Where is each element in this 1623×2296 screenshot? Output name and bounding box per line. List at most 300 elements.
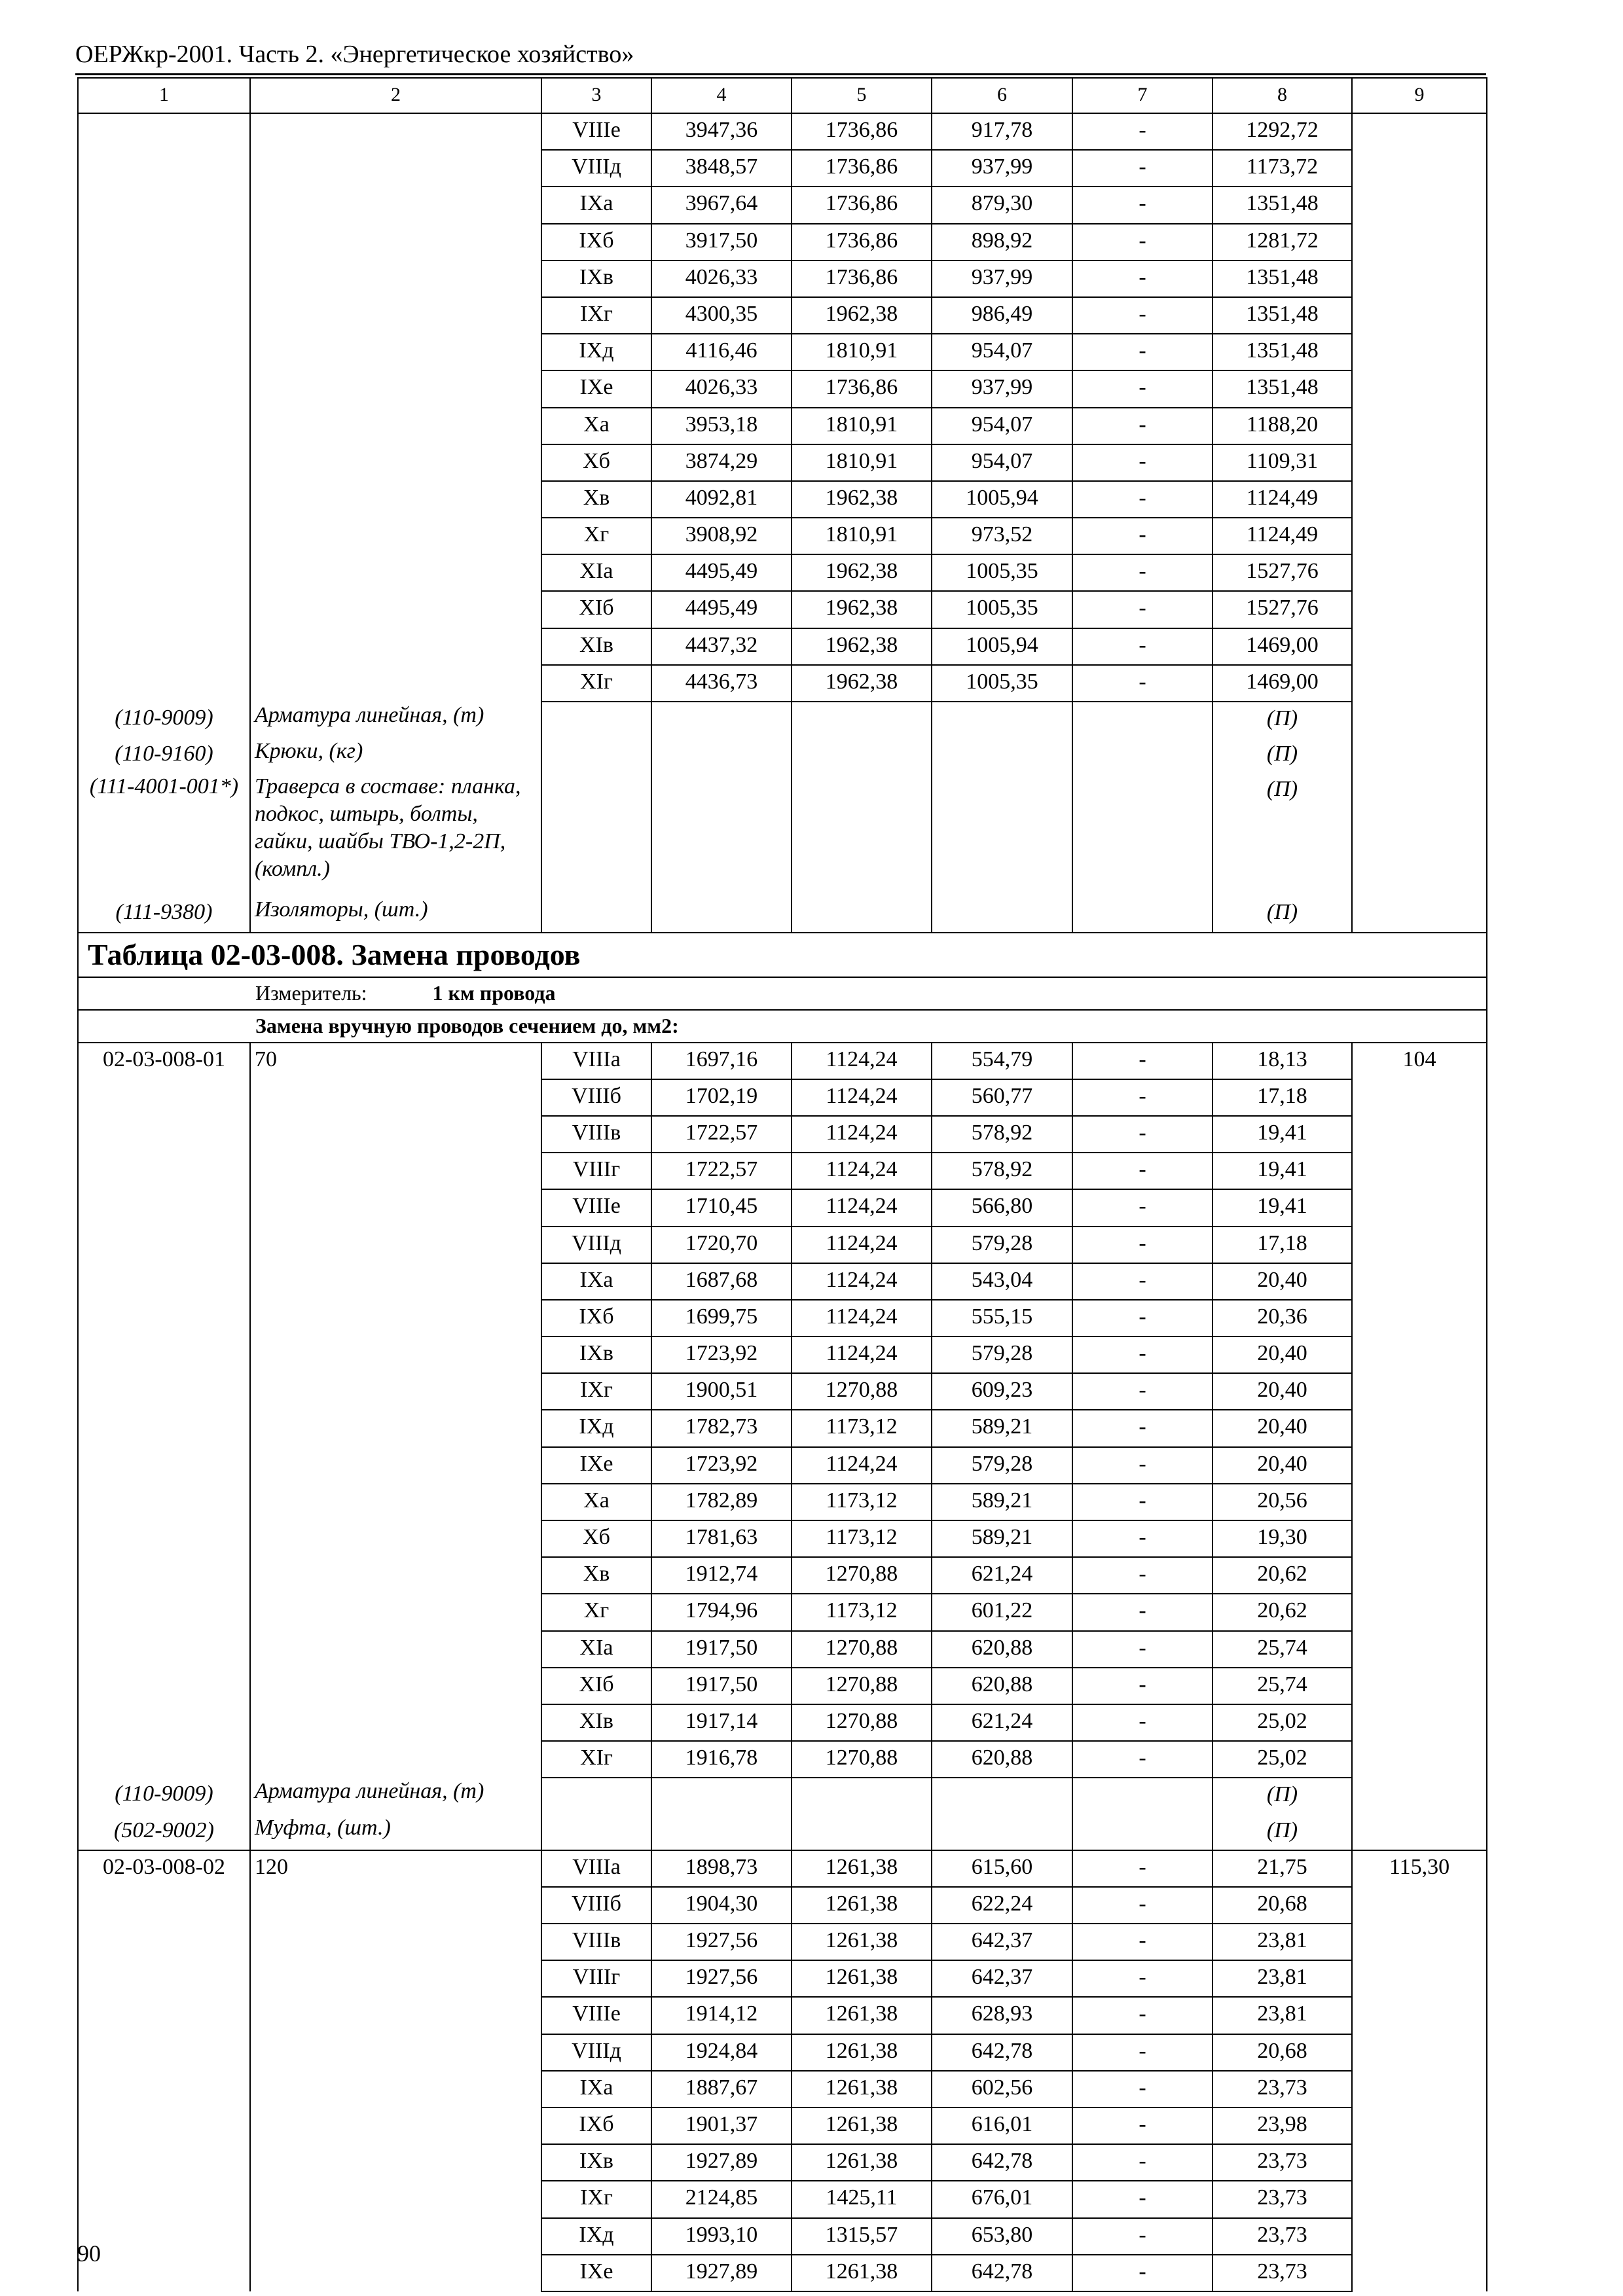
value-cell: 1782,89 <box>651 1484 792 1520</box>
value-cell: 1124,49 <box>1213 481 1352 518</box>
value-cell: 1292,72 <box>1213 113 1352 150</box>
value-cell: - <box>1072 334 1213 370</box>
column-number: 9 <box>1352 78 1487 113</box>
value-cell: 4436,73 <box>651 665 792 702</box>
value-cell: 642,37 <box>932 1960 1072 1997</box>
value-cell: 1261,38 <box>792 1960 932 1997</box>
empty-cell <box>78 1631 250 1668</box>
zone-cell: VIIIг <box>541 1960 651 1997</box>
table-row <box>78 1373 1487 1410</box>
value-cell: 23,73 <box>1213 2218 1352 2255</box>
resource-name: Изоляторы, (шт.) <box>250 896 541 932</box>
empty-cell <box>1352 297 1487 334</box>
empty-cell <box>651 773 792 896</box>
value-cell: 20,40 <box>1213 1447 1352 1484</box>
value-cell: 1351,48 <box>1213 297 1352 334</box>
value-cell: 19,41 <box>1213 1116 1352 1153</box>
value-cell: 1469,00 <box>1213 665 1352 702</box>
empty-cell <box>78 1336 250 1373</box>
value-cell: 4300,35 <box>651 297 792 334</box>
empty-cell <box>78 1189 250 1226</box>
zone-cell: XIв <box>541 1704 651 1741</box>
value-cell: 1912,74 <box>651 1557 792 1594</box>
empty-cell <box>78 1484 250 1520</box>
empty-cell <box>78 224 250 260</box>
table-title-row <box>78 933 1487 977</box>
table-row <box>78 1043 1487 1079</box>
empty-cell <box>250 2218 541 2255</box>
column-number: 1 <box>78 78 250 113</box>
value-cell: - <box>1072 2034 1213 2071</box>
empty-cell <box>651 896 792 932</box>
table-row <box>78 1557 1487 1594</box>
zone-cell: XIа <box>541 1631 651 1668</box>
value-cell: 4495,49 <box>651 554 792 591</box>
value-cell: 1722,57 <box>651 1116 792 1153</box>
empty-cell <box>932 738 1072 773</box>
value-cell: - <box>1072 2108 1213 2144</box>
value-cell: 1351,48 <box>1213 334 1352 370</box>
empty-cell <box>78 1300 250 1336</box>
empty-cell <box>1352 224 1487 260</box>
empty-cell <box>1352 2181 1487 2217</box>
value-cell: 589,21 <box>932 1484 1072 1520</box>
resource-name: Арматура линейная, (т) <box>250 1778 541 1814</box>
value-cell: 1173,12 <box>792 1410 932 1446</box>
empty-cell <box>250 1079 541 1116</box>
empty-cell <box>1352 1484 1487 1520</box>
empty-cell <box>78 1668 250 1704</box>
value-cell: 620,88 <box>932 1741 1072 1778</box>
value-cell: 954,07 <box>932 334 1072 370</box>
value-cell: 1993,10 <box>651 2218 792 2255</box>
value-cell: 1124,24 <box>792 1300 932 1336</box>
value-cell: 23,73 <box>1213 2071 1352 2108</box>
value-cell: 1722,57 <box>651 1153 792 1189</box>
resource-row <box>78 1778 1487 1814</box>
empty-cell <box>541 773 651 896</box>
value-cell: 1898,73 <box>651 1850 792 1887</box>
value-cell: 4116,46 <box>651 334 792 370</box>
empty-cell <box>250 665 541 702</box>
value-cell: 676,01 <box>932 2181 1072 2217</box>
empty-cell <box>78 1741 250 1778</box>
empty-cell <box>1352 1594 1487 1630</box>
empty-cell <box>78 1079 250 1116</box>
value-cell: 566,80 <box>932 1189 1072 1226</box>
value-cell: 609,23 <box>932 1373 1072 1410</box>
empty-cell <box>78 1924 250 1960</box>
value-cell: 937,99 <box>932 150 1072 187</box>
empty-cell <box>250 1410 541 1446</box>
value-cell: 616,01 <box>932 2108 1072 2144</box>
empty-cell <box>1352 2108 1487 2144</box>
empty-cell <box>250 370 541 407</box>
empty-cell <box>1352 1410 1487 1446</box>
empty-cell <box>1072 702 1213 738</box>
value-cell: - <box>1072 1043 1213 1079</box>
empty-cell <box>250 591 541 628</box>
empty-cell <box>541 1814 651 1850</box>
resource-row <box>78 738 1487 773</box>
empty-cell <box>78 150 250 187</box>
empty-cell <box>250 1447 541 1484</box>
value-cell: - <box>1072 2071 1213 2108</box>
value-cell: 17,18 <box>1213 1227 1352 1263</box>
table-row <box>78 370 1487 407</box>
value-cell: 1927,89 <box>651 2144 792 2181</box>
empty-cell <box>78 1520 250 1557</box>
table-row <box>78 1960 1487 1997</box>
zone-cell: IXв <box>541 2144 651 2181</box>
value-cell: 1261,38 <box>792 1887 932 1924</box>
empty-cell <box>78 1153 250 1189</box>
empty-cell <box>250 1373 541 1410</box>
value-cell: 1736,86 <box>792 113 932 150</box>
empty-cell <box>1072 1778 1213 1814</box>
zone-cell: IXг <box>541 2181 651 2217</box>
value-cell: - <box>1072 1557 1213 1594</box>
zone-cell: VIIIа <box>541 1850 651 1887</box>
zone-cell: XIб <box>541 591 651 628</box>
empty-cell <box>250 2144 541 2181</box>
zone-cell: VIIIб <box>541 1887 651 1924</box>
empty-cell <box>1352 591 1487 628</box>
value-cell: 3967,64 <box>651 187 792 223</box>
value-cell: 1723,92 <box>651 1447 792 1484</box>
empty-cell <box>78 2181 250 2217</box>
resource-name: Арматура линейная, (т) <box>250 702 541 738</box>
value-cell: 20,62 <box>1213 1594 1352 1630</box>
empty-cell <box>1352 2144 1487 2181</box>
value-cell: - <box>1072 1189 1213 1226</box>
value-cell: - <box>1072 591 1213 628</box>
resource-row <box>78 702 1487 738</box>
rate-name: 70 <box>250 1043 541 1079</box>
empty-cell <box>250 1153 541 1189</box>
zone-cell: IXа <box>541 2071 651 2108</box>
table-row <box>78 1741 1487 1778</box>
zone-cell: Xа <box>541 408 651 444</box>
value-cell: 1720,70 <box>651 1227 792 1263</box>
zone-cell: VIIIв <box>541 1924 651 1960</box>
value-cell: 20,40 <box>1213 1263 1352 1300</box>
empty-cell <box>932 896 1072 932</box>
table-row <box>78 1850 1487 1887</box>
value-cell: 1469,00 <box>1213 628 1352 665</box>
value-cell: 25,74 <box>1213 1668 1352 1704</box>
subheading: Замена вручную проводов сечением до, мм2: <box>78 1010 1487 1043</box>
value-cell: 1794,96 <box>651 1594 792 1630</box>
value-cell: - <box>1072 1960 1213 1997</box>
empty-cell <box>78 554 250 591</box>
value-cell: 1810,91 <box>792 408 932 444</box>
empty-cell <box>1352 554 1487 591</box>
value-cell: 19,41 <box>1213 1153 1352 1189</box>
value-cell: 3874,29 <box>651 444 792 481</box>
empty-cell <box>932 1778 1072 1814</box>
empty-cell <box>1352 2034 1487 2071</box>
empty-cell <box>1072 738 1213 773</box>
empty-cell <box>78 187 250 223</box>
empty-cell <box>1352 1300 1487 1336</box>
value-cell: 1917,50 <box>651 1631 792 1668</box>
zone-cell: VIIIе <box>541 1997 651 2034</box>
zone-cell: XIб <box>541 1668 651 1704</box>
resource-row <box>78 1814 1487 1850</box>
empty-cell <box>1352 1741 1487 1778</box>
value-cell: 1916,78 <box>651 1741 792 1778</box>
table-row <box>78 1300 1487 1336</box>
value-cell: - <box>1072 1373 1213 1410</box>
value-cell: 1124,24 <box>792 1079 932 1116</box>
empty-cell <box>1352 187 1487 223</box>
empty-cell <box>1352 1520 1487 1557</box>
value-cell: - <box>1072 665 1213 702</box>
value-cell: 973,52 <box>932 518 1072 554</box>
table-title: Таблица 02-03-008. Замена проводов <box>78 933 1487 977</box>
empty-cell <box>541 1778 651 1814</box>
col9-value: 115,30 <box>1352 1850 1487 1887</box>
value-cell: 1962,38 <box>792 297 932 334</box>
meter-row <box>78 977 1487 1010</box>
empty-cell <box>1352 628 1487 665</box>
empty-cell <box>1352 738 1487 773</box>
value-cell: 23,81 <box>1213 1960 1352 1997</box>
empty-cell <box>78 408 250 444</box>
value-cell: 1173,72 <box>1213 150 1352 187</box>
value-cell: 23,98 <box>1213 2108 1352 2144</box>
zone-cell: VIIIе <box>541 1189 651 1226</box>
value-cell: 1810,91 <box>792 444 932 481</box>
empty-cell <box>78 1557 250 1594</box>
value-cell: 25,02 <box>1213 1704 1352 1741</box>
col9-value: 104 <box>1352 1043 1487 1079</box>
table-row <box>78 2181 1487 2217</box>
value-cell: 620,88 <box>932 1668 1072 1704</box>
empty-cell <box>250 2181 541 2217</box>
table-row <box>78 1668 1487 1704</box>
empty-cell <box>250 297 541 334</box>
empty-cell <box>250 2255 541 2291</box>
value-cell: 1527,76 <box>1213 554 1352 591</box>
value-cell: - <box>1072 1631 1213 1668</box>
value-cell: - <box>1072 224 1213 260</box>
value-cell: 1710,45 <box>651 1189 792 1226</box>
zone-cell: VIIIв <box>541 1116 651 1153</box>
value-cell: 20,62 <box>1213 1557 1352 1594</box>
column-number: 3 <box>541 78 651 113</box>
value-cell: 4437,32 <box>651 628 792 665</box>
resource-name: Траверса в составе: планка, подкос, штырь, болты, гайки, шайбы ТВО-1,2-2П, (компл.) <box>250 773 541 896</box>
table-row <box>78 113 1487 150</box>
table-row <box>78 1189 1487 1226</box>
value-cell: 23,81 <box>1213 1997 1352 2034</box>
empty-cell <box>651 1814 792 1850</box>
table-row <box>78 518 1487 554</box>
empty-cell <box>250 554 541 591</box>
zone-cell: IXд <box>541 1410 651 1446</box>
value-cell: 1425,11 <box>792 2181 932 2217</box>
empty-cell <box>792 1814 932 1850</box>
value-cell: 20,40 <box>1213 1336 1352 1373</box>
zone-cell: XIг <box>541 1741 651 1778</box>
zone-cell: IXд <box>541 2218 651 2255</box>
empty-cell <box>78 1373 250 1410</box>
empty-cell <box>250 113 541 150</box>
value-cell: 1124,24 <box>792 1263 932 1300</box>
subheading-row <box>78 1010 1487 1043</box>
empty-cell <box>78 2255 250 2291</box>
empty-cell <box>250 1116 541 1153</box>
value-cell: - <box>1072 444 1213 481</box>
zone-cell: IXд <box>541 334 651 370</box>
value-cell: 653,80 <box>932 2218 1072 2255</box>
table-row <box>78 554 1487 591</box>
value-cell: 579,28 <box>932 1447 1072 1484</box>
empty-cell <box>250 1704 541 1741</box>
value-cell: - <box>1072 2181 1213 2217</box>
empty-cell <box>250 1594 541 1630</box>
value-cell: 18,13 <box>1213 1043 1352 1079</box>
value-cell: 1962,38 <box>792 665 932 702</box>
table-row <box>78 1704 1487 1741</box>
value-cell: 1261,38 <box>792 2255 932 2291</box>
value-cell: 1270,88 <box>792 1704 932 1741</box>
table-row <box>78 481 1487 518</box>
empty-cell <box>1352 1704 1487 1741</box>
value-cell: 1736,86 <box>792 224 932 260</box>
empty-cell <box>1352 1189 1487 1226</box>
value-cell: 1261,38 <box>792 1997 932 2034</box>
empty-cell <box>1352 334 1487 370</box>
value-cell: - <box>1072 1741 1213 1778</box>
resource-row <box>78 773 1487 896</box>
resource-row <box>78 896 1487 932</box>
value-cell: 1723,92 <box>651 1336 792 1373</box>
table-row <box>78 2255 1487 2291</box>
value-cell: 602,56 <box>932 2071 1072 2108</box>
value-cell: 1173,12 <box>792 1520 932 1557</box>
value-cell: - <box>1072 1263 1213 1300</box>
value-cell: 1887,67 <box>651 2071 792 2108</box>
empty-cell <box>78 1704 250 1741</box>
table-row <box>78 1227 1487 1263</box>
empty-cell <box>78 260 250 297</box>
empty-cell <box>541 702 651 738</box>
column-number: 2 <box>250 78 541 113</box>
zone-cell: IXб <box>541 2108 651 2144</box>
empty-cell <box>1352 2218 1487 2255</box>
empty-cell <box>1352 665 1487 702</box>
value-cell: 1281,72 <box>1213 224 1352 260</box>
empty-cell <box>1352 481 1487 518</box>
empty-cell <box>78 2218 250 2255</box>
value-cell: - <box>1072 1153 1213 1189</box>
empty-cell <box>250 518 541 554</box>
table-row <box>78 591 1487 628</box>
zone-cell: IXб <box>541 224 651 260</box>
value-cell: 1270,88 <box>792 1557 932 1594</box>
value-cell: 1005,94 <box>932 481 1072 518</box>
value-cell: 21,75 <box>1213 1850 1352 1887</box>
table-row <box>78 334 1487 370</box>
value-cell: - <box>1072 297 1213 334</box>
value-cell: - <box>1072 150 1213 187</box>
value-cell: 20,36 <box>1213 1300 1352 1336</box>
empty-cell <box>250 1520 541 1557</box>
table-row <box>78 260 1487 297</box>
resource-code: (110-9160) <box>78 738 250 773</box>
empty-cell <box>651 1778 792 1814</box>
value-cell: - <box>1072 1484 1213 1520</box>
zone-cell: XIв <box>541 628 651 665</box>
zone-cell: IXг <box>541 1373 651 1410</box>
empty-cell <box>250 628 541 665</box>
empty-cell <box>1072 773 1213 896</box>
value-cell: 20,40 <box>1213 1410 1352 1446</box>
value-cell: 937,99 <box>932 260 1072 297</box>
table-row <box>78 1924 1487 1960</box>
value-cell: 25,02 <box>1213 1741 1352 1778</box>
rate-code: 02-03-008-02 <box>78 1850 250 1887</box>
zone-cell: VIIIб <box>541 1079 651 1116</box>
value-cell: 579,28 <box>932 1336 1072 1373</box>
empty-cell <box>250 224 541 260</box>
empty-cell <box>1352 1447 1487 1484</box>
zone-cell: IXг <box>541 297 651 334</box>
empty-cell <box>250 1227 541 1263</box>
value-cell: - <box>1072 1887 1213 1924</box>
zone-cell: XIг <box>541 665 651 702</box>
empty-cell <box>1072 896 1213 932</box>
value-cell: 954,07 <box>932 444 1072 481</box>
value-cell: 1173,12 <box>792 1484 932 1520</box>
empty-cell <box>250 444 541 481</box>
empty-cell <box>1072 1814 1213 1850</box>
empty-cell <box>1352 518 1487 554</box>
empty-cell <box>250 150 541 187</box>
empty-cell <box>250 2034 541 2071</box>
value-cell: 615,60 <box>932 1850 1072 1887</box>
resource-code: (502-9002) <box>78 1814 250 1850</box>
empty-cell <box>250 1557 541 1594</box>
table-row <box>78 2108 1487 2144</box>
value-cell: - <box>1072 1520 1213 1557</box>
value-cell: 589,21 <box>932 1410 1072 1446</box>
value-cell: - <box>1072 2144 1213 2181</box>
empty-cell <box>792 702 932 738</box>
value-cell: 1124,24 <box>792 1189 932 1226</box>
table-row <box>78 1410 1487 1446</box>
value-cell: 1901,37 <box>651 2108 792 2144</box>
value-cell: 20,56 <box>1213 1484 1352 1520</box>
resource-mark: (П) <box>1213 1778 1352 1814</box>
value-cell: 642,37 <box>932 1924 1072 1960</box>
column-number: 7 <box>1072 78 1213 113</box>
value-cell: 578,92 <box>932 1153 1072 1189</box>
value-cell: 1005,35 <box>932 665 1072 702</box>
value-cell: - <box>1072 370 1213 407</box>
table-row <box>78 2071 1487 2108</box>
table-row <box>78 1594 1487 1630</box>
value-cell: 986,49 <box>932 297 1072 334</box>
empty-cell <box>541 738 651 773</box>
value-cell: 1810,91 <box>792 334 932 370</box>
empty-cell <box>78 370 250 407</box>
value-cell: 1173,12 <box>792 1594 932 1630</box>
empty-cell <box>1352 1227 1487 1263</box>
